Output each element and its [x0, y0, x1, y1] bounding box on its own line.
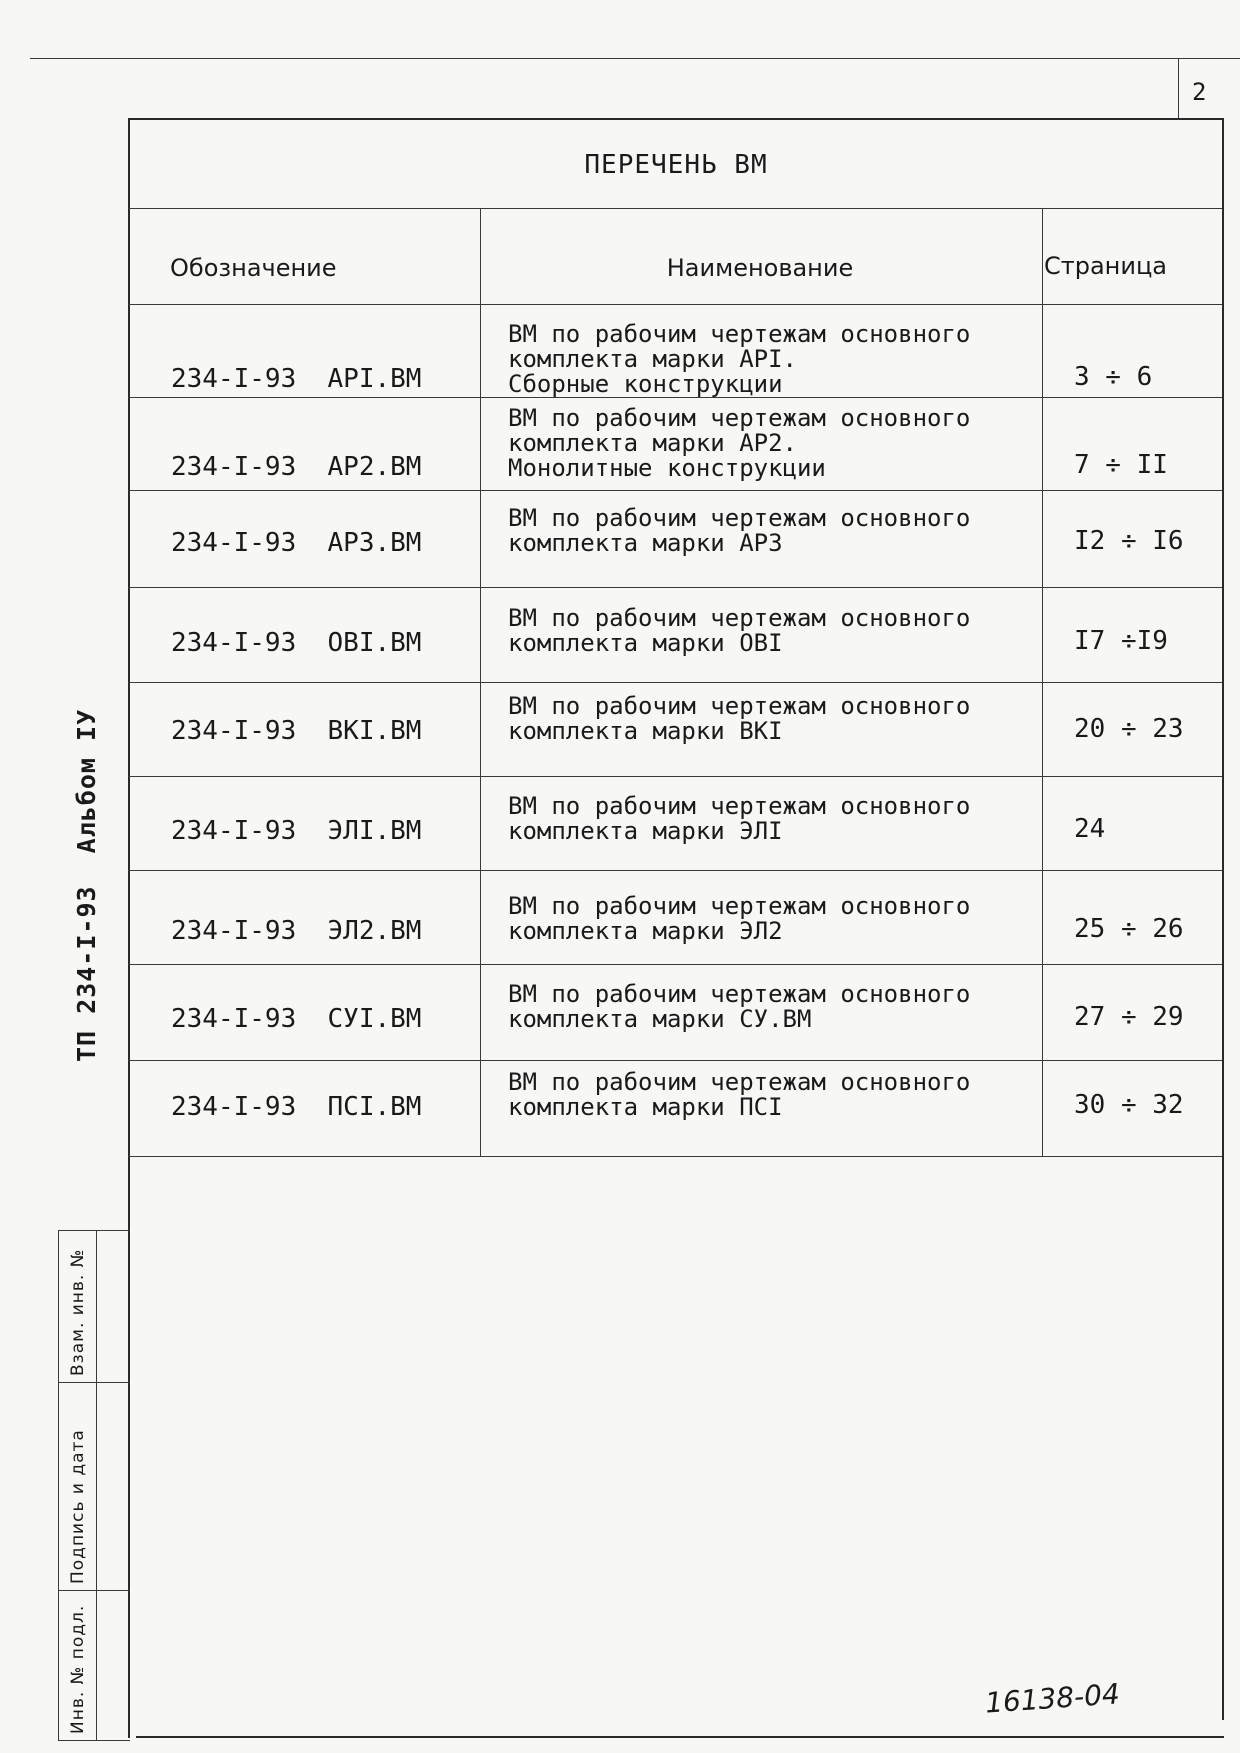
page-number-box-left — [1178, 58, 1179, 118]
row-name: ВМ по рабочим чертежам основного комплекта марки ПCI — [508, 1068, 971, 1121]
stamp-signature-date: Подпись и дата — [68, 1429, 88, 1584]
row-code: 234-I-93 CУI.BM — [171, 1004, 422, 1034]
stamp-inv-podl: Инв. № подл. — [68, 1604, 88, 1734]
row-name: ВМ по рабочим чертежам основного комплекта марки СУ.BM — [508, 980, 971, 1033]
stamp-divider-1 — [58, 1382, 130, 1383]
stamp-bottom — [58, 1740, 130, 1741]
table-bottom-line — [128, 1156, 1222, 1157]
row-line — [128, 682, 1222, 683]
stamp-top — [58, 1230, 130, 1231]
frame-left — [128, 118, 130, 1738]
header-top-line — [128, 208, 1222, 209]
row-code: 234-I-93 ПCI.BM — [171, 1092, 422, 1122]
frame-right — [1222, 118, 1224, 1720]
row-pages: I7 ÷I9 — [1074, 626, 1168, 656]
header-designation: Обозначение — [170, 254, 337, 282]
row-line — [128, 587, 1222, 588]
row-line — [128, 870, 1222, 871]
row-pages: 24 — [1074, 814, 1106, 844]
stamp-divider-2 — [58, 1590, 130, 1591]
stamp-col-left — [58, 1230, 59, 1740]
header-name: Наименование — [666, 254, 854, 282]
row-pages: 20 ÷ 23 — [1074, 714, 1184, 744]
row-code: 234-I-93 API.BM — [171, 364, 422, 394]
frame-bottom — [136, 1736, 1224, 1738]
row-name: ВМ по рабочим чертежам основного комплекта марки API. Сборные конструкции — [508, 320, 971, 398]
row-code: 234-I-93 BKI.BM — [171, 716, 422, 746]
header-page: Страница — [1044, 252, 1168, 280]
row-pages: 7 ÷ II — [1074, 450, 1168, 480]
row-code: 234-I-93 ЭЛ2.BM — [171, 916, 422, 946]
header-bottom-line — [128, 304, 1222, 305]
row-name: ВМ по рабочим чертежам основного комплекта марки BKI — [508, 692, 971, 745]
row-name: ВМ по рабочим чертежам основного комплекта марки ЭЛI — [508, 792, 971, 845]
row-name: ВМ по рабочим чертежам основного комплекта марки OBI — [508, 604, 971, 657]
row-pages: 27 ÷ 29 — [1074, 1002, 1184, 1032]
top-border-line — [30, 58, 1240, 59]
row-code: 234-I-93 AP3.BM — [171, 528, 422, 558]
album-side-title: ТП 234-I-93 Альбом IУ — [72, 708, 101, 1062]
row-line — [128, 1060, 1222, 1061]
archive-stamp-number: 16138-04 — [984, 1677, 1121, 1720]
row-code: 234-I-93 AP2.BM — [171, 452, 422, 482]
row-line — [128, 776, 1222, 777]
row-name: ВМ по рабочим чертежам основного комплекта марки AP2. Монолитные конструкции — [508, 404, 971, 482]
row-code: 234-I-93 OBI.BM — [171, 628, 422, 658]
row-pages: 30 ÷ 32 — [1074, 1090, 1184, 1120]
stamp-col-mid — [96, 1230, 97, 1740]
stamp-vzam-inv: Взам. инв. № — [68, 1248, 88, 1376]
row-name: ВМ по рабочим чертежам основного комплекта марки ЭЛ2 — [508, 892, 971, 945]
row-pages: I2 ÷ I6 — [1074, 526, 1184, 556]
row-pages: 3 ÷ 6 — [1074, 362, 1153, 392]
row-code: 234-I-93 ЭЛI.BM — [171, 816, 422, 846]
row-line — [128, 490, 1222, 491]
document-title: ПЕРЕЧЕНЬ ВМ — [584, 150, 768, 180]
row-name: ВМ по рабочим чертежам основного комплекта марки AP3 — [508, 504, 971, 557]
page-number: 2 — [1192, 78, 1207, 106]
row-pages: 25 ÷ 26 — [1074, 914, 1184, 944]
row-line — [128, 964, 1222, 965]
frame-top — [128, 118, 1224, 120]
